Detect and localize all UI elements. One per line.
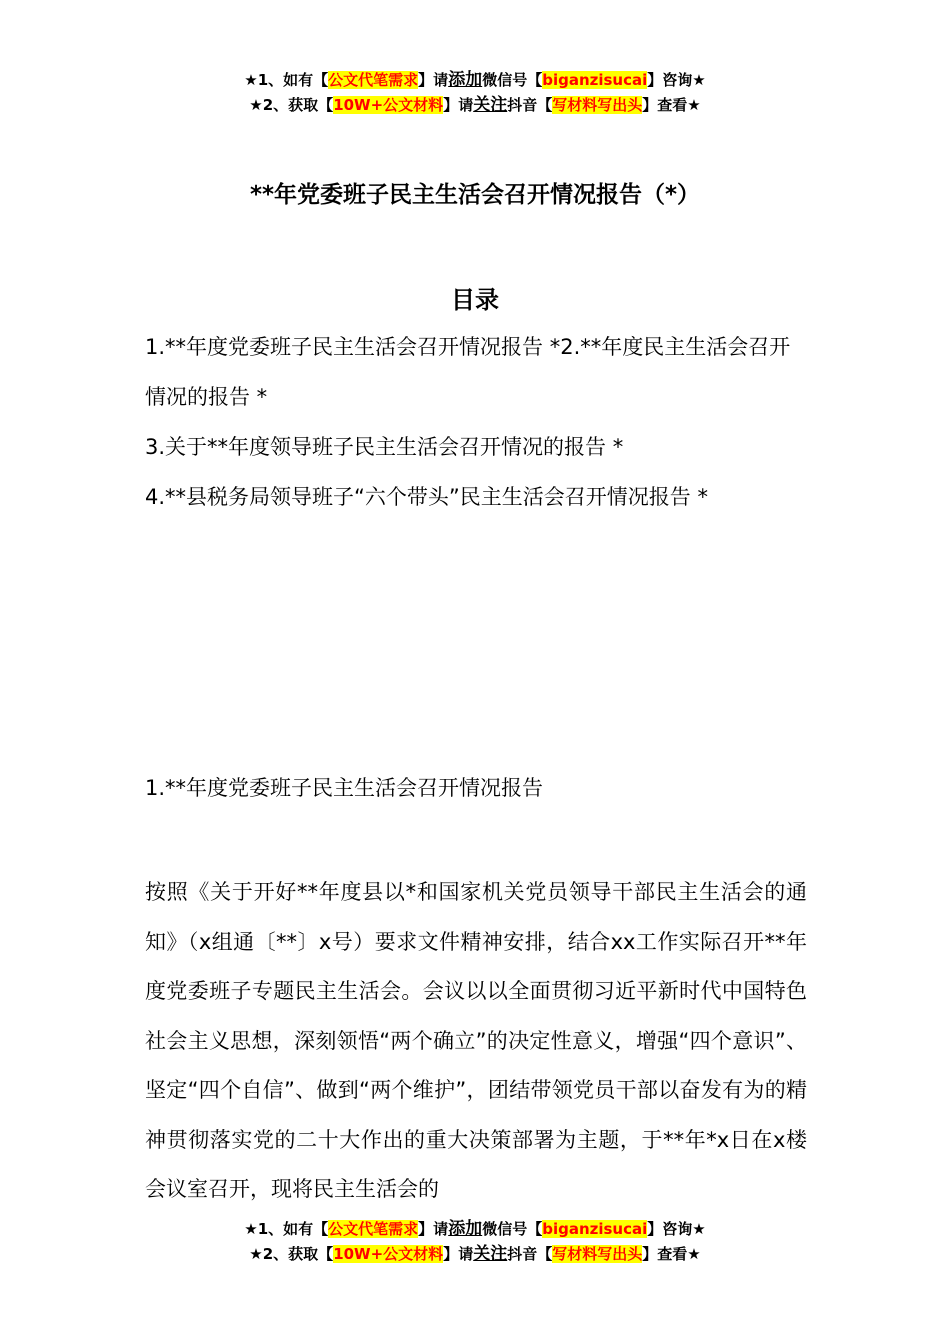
footer-banner xyxy=(0,1217,950,1267)
douyin-account: 写材料写出头 xyxy=(552,1245,643,1263)
douyin-account: 写材料写出头 xyxy=(552,96,643,114)
emphasis-text: 添加 xyxy=(448,70,483,90)
banner-line-1: ★1、如有【公文代笔需求】请添加微信号【biganzisucai】咨询★ xyxy=(244,70,706,90)
toc-heading: 目录 xyxy=(451,286,499,314)
emphasis-text: 关注 xyxy=(473,1244,508,1264)
banner-line-2: ★2、获取【10W+公文材料】请关注抖音【写材料写出头】查看★ xyxy=(249,1244,701,1264)
banner-line-2: ★2、获取【10W+公文材料】请关注抖音【写材料写出头】查看★ xyxy=(249,95,701,115)
highlight-text: 10W+公文材料 xyxy=(333,96,444,114)
toc-item[interactable]: 4.**县税务局领导班子“六个带头”民主生活会召开情况报告 * xyxy=(145,485,708,509)
banner-line-1: ★1、如有【公文代笔需求】请添加微信号【biganzisucai】咨询★ xyxy=(244,1219,706,1239)
wechat-id: biganzisucai xyxy=(542,71,648,89)
highlight-text: 10W+公文材料 xyxy=(333,1245,444,1263)
toc-item[interactable]: 1.**年度党委班子民主生活会召开情况报告 *2.**年度民主生活会召开情况的报告 * xyxy=(145,335,791,409)
header-banner xyxy=(0,68,950,118)
document-title: **年党委班子民主生活会召开情况报告（*） xyxy=(249,182,701,208)
emphasis-text: 添加 xyxy=(448,1219,483,1239)
toc-item[interactable]: 3.关于**年度领导班子民主生活会召开情况的报告 * xyxy=(145,435,624,459)
wechat-id: biganzisucai xyxy=(542,1220,648,1238)
highlight-text: 公文代笔需求 xyxy=(328,71,419,89)
table-of-contents xyxy=(145,322,810,522)
highlight-text: 公文代笔需求 xyxy=(328,1220,419,1238)
body-paragraph: 按照《关于开好**年度县以*和国家机关党员领导干部民主生活会的通知》（x组通〔**〕x号）要求文件精神安排，结合xx工作实际召开**年度党委班子专题民主生活会。会议以以全面贯彻习近平新时代中国特色社会主义思想，深刻领悟“两个确立”的决定性意义，增强“四个意识”、坚定“四个自信”、做到“两个维护”，团结带领党员干部以奋发有为的精神贯彻落实党的二十大作出的重大决策部署为主题，于**年*x日在x楼会议室召开，现将民主生活会的 xyxy=(145,880,807,1201)
emphasis-text: 关注 xyxy=(473,95,508,115)
section-heading: 1.**年度党委班子民主生活会召开情况报告 xyxy=(145,776,544,800)
